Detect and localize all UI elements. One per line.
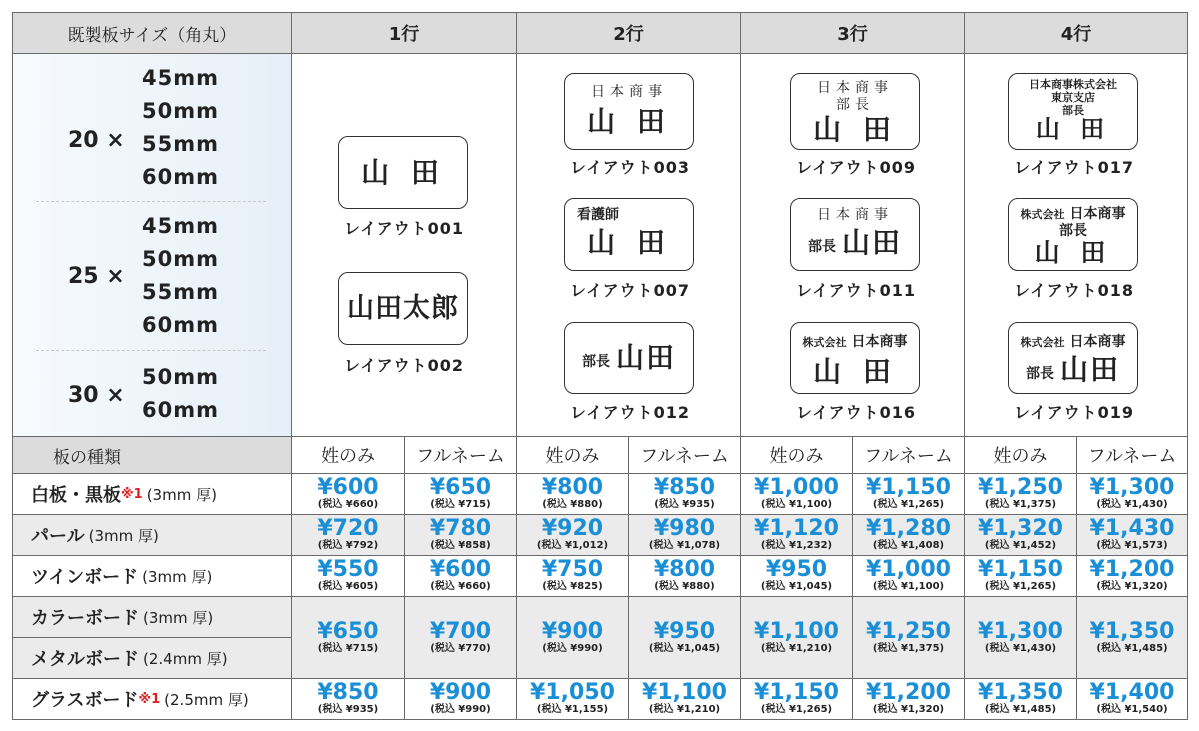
price-value: ¥1,200 <box>1089 557 1175 582</box>
board-kind-header: 板の種類 <box>12 436 292 474</box>
board-thickness: (2.4mm 厚) <box>143 649 228 668</box>
price-cell <box>516 473 629 515</box>
price-tax-included: (税込 ¥1,265) <box>872 499 945 510</box>
price-cell <box>740 514 853 556</box>
price-tax-included: (税込 ¥1,210) <box>760 642 833 654</box>
price-tax-included: (税込 ¥715) <box>430 499 491 510</box>
price-value: ¥1,200 <box>866 680 951 705</box>
board-row-label <box>12 637 292 679</box>
price-cell <box>740 555 853 597</box>
price-tax-included: (税込 ¥1,265) <box>984 581 1057 592</box>
size-divider <box>36 201 266 202</box>
price-tax-included: (税込 ¥1,012) <box>536 540 609 551</box>
price-value: ¥980 <box>653 516 716 541</box>
board-name: ツインボード <box>31 567 139 588</box>
price-value: ¥1,430 <box>1089 516 1175 541</box>
sei-only-header: 姓のみ <box>291 436 405 474</box>
layout-label-002: レイアウト002 <box>343 356 465 375</box>
price-value: ¥800 <box>541 475 604 500</box>
price-tax-included: (税込 ¥1,485) <box>1096 642 1168 654</box>
price-value: ¥1,000 <box>866 557 951 582</box>
layout-label-007: レイアウト007 <box>569 281 691 300</box>
price-cell <box>291 473 405 515</box>
board-row-label <box>12 473 292 515</box>
price-value: ¥650 <box>429 475 492 500</box>
price-value: ¥1,280 <box>866 516 951 541</box>
price-cell <box>404 514 517 556</box>
plate-layout-011: 日本商事 部長 山田 <box>790 198 920 271</box>
price-cell <box>1076 678 1188 720</box>
layout-label-019: レイアウト019 <box>1013 403 1135 422</box>
price-tax-included: (税込 ¥1,045) <box>648 642 721 654</box>
price-value: ¥1,100 <box>754 618 839 644</box>
price-cell <box>740 596 853 679</box>
price-value: ¥720 <box>317 516 379 541</box>
plate-layout-012: 部長 山田 <box>564 322 694 394</box>
board-note: ※1 <box>121 486 143 502</box>
price-tax-included: (税込 ¥825) <box>542 581 603 592</box>
board-thickness: (3mm 厚) <box>88 526 159 545</box>
price-tax-included: (税込 ¥1,045) <box>760 581 833 592</box>
price-value: ¥1,150 <box>978 557 1063 582</box>
price-cell <box>404 678 517 720</box>
plate-layout-017: 日本商事株式会社 東京支店 部長 山 田 <box>1008 73 1138 150</box>
size-mult-25: 25 × <box>68 264 125 289</box>
rows-4-header: 4行 <box>964 12 1188 54</box>
price-cell <box>740 473 853 515</box>
price-tax-included: (税込 ¥1,408) <box>872 540 945 551</box>
price-tax-included: (税込 ¥1,573) <box>1096 540 1168 551</box>
price-cell <box>852 473 965 515</box>
price-value: ¥1,350 <box>978 680 1063 705</box>
price-tax-included: (税込 ¥715) <box>317 642 379 654</box>
price-tax-included: (税込 ¥1,100) <box>872 581 945 592</box>
price-tax-included: (税込 ¥990) <box>542 642 603 654</box>
board-thickness: (3mm 厚) <box>146 485 217 504</box>
size-group-30: 50mm 60mm <box>142 365 219 422</box>
price-cell <box>404 596 517 679</box>
price-cell <box>516 514 629 556</box>
layout-label-017: レイアウト017 <box>1013 158 1135 177</box>
price-cell <box>291 596 405 679</box>
price-value: ¥650 <box>317 618 379 644</box>
plate-layout-019: 株式会社 日本商事 部長 山田 <box>1008 322 1138 394</box>
price-value: ¥850 <box>653 475 716 500</box>
rows-1-column <box>291 53 517 437</box>
price-cell <box>964 678 1077 720</box>
price-cell <box>1076 596 1188 679</box>
board-name: グラスボード <box>31 690 139 711</box>
price-tax-included: (税込 ¥1,430) <box>984 642 1057 654</box>
size-group-20: 45mm 50mm 55mm 60mm <box>142 66 219 189</box>
price-cell <box>740 678 853 720</box>
price-tax-included: (税込 ¥858) <box>430 540 491 551</box>
price-value: ¥1,250 <box>866 618 951 644</box>
size-group-25: 45mm 50mm 55mm 60mm <box>142 214 219 337</box>
plate-layout-002: 山田太郎 <box>338 272 468 345</box>
price-tax-included: (税込 ¥880) <box>654 581 715 592</box>
price-value: ¥900 <box>541 618 604 644</box>
price-tax-included: (税込 ¥1,430) <box>1096 499 1168 510</box>
board-thickness: (3mm 厚) <box>143 608 214 627</box>
price-value: ¥950 <box>765 557 828 582</box>
price-cell <box>404 555 517 597</box>
full-name-header: フルネーム <box>852 436 965 474</box>
price-tax-included: (税込 ¥1,078) <box>648 540 721 551</box>
layout-label-018: レイアウト018 <box>1013 281 1135 300</box>
price-tax-included: (税込 ¥1,210) <box>648 704 721 715</box>
layout-label-009: レイアウト009 <box>795 158 917 177</box>
price-value: ¥780 <box>429 516 492 541</box>
price-value: ¥920 <box>541 516 604 541</box>
price-value: ¥1,250 <box>978 475 1063 500</box>
price-cell <box>404 473 517 515</box>
price-value: ¥700 <box>429 618 492 644</box>
price-tax-included: (税込 ¥1,265) <box>760 704 833 715</box>
full-name-header: フルネーム <box>1076 436 1188 474</box>
price-tax-included: (税込 ¥605) <box>317 581 379 592</box>
plate-layout-003: 日本商事 山 田 <box>564 73 694 150</box>
price-tax-included: (税込 ¥1,452) <box>984 540 1057 551</box>
price-cell <box>1076 555 1188 597</box>
price-cell <box>628 555 741 597</box>
price-tax-included: (税込 ¥935) <box>654 499 715 510</box>
price-tax-included: (税込 ¥792) <box>317 540 379 551</box>
price-tax-included: (税込 ¥1,320) <box>872 704 945 715</box>
price-tax-included: (税込 ¥880) <box>542 499 603 510</box>
price-cell <box>1076 473 1188 515</box>
plate-layout-007: 看護師 山 田 <box>564 198 694 271</box>
price-value: ¥1,300 <box>1089 475 1175 500</box>
price-tax-included: (税込 ¥1,375) <box>984 499 1057 510</box>
price-cell <box>852 596 965 679</box>
plate-layout-001: 山 田 <box>338 136 468 209</box>
price-value: ¥950 <box>653 618 716 644</box>
price-tax-included: (税込 ¥770) <box>430 642 491 654</box>
price-value: ¥550 <box>317 557 379 582</box>
board-thickness: (3mm 厚) <box>142 567 213 586</box>
price-cell <box>964 596 1077 679</box>
price-value: ¥600 <box>317 475 379 500</box>
price-tax-included: (税込 ¥1,100) <box>760 499 833 510</box>
price-value: ¥1,350 <box>1089 618 1175 644</box>
price-value: ¥600 <box>429 557 492 582</box>
price-tax-included: (税込 ¥1,540) <box>1096 704 1168 715</box>
rows-1-header: 1行 <box>291 12 517 54</box>
board-name: メタルボード <box>31 649 139 670</box>
price-tax-included: (税込 ¥1,155) <box>536 704 609 715</box>
price-cell <box>852 555 965 597</box>
price-cell <box>964 555 1077 597</box>
price-cell <box>964 514 1077 556</box>
layout-label-001: レイアウト001 <box>343 219 465 238</box>
price-cell <box>516 678 629 720</box>
price-value: ¥1,000 <box>754 475 839 500</box>
price-value: ¥1,100 <box>642 680 727 705</box>
board-name: パール <box>31 526 85 547</box>
rows-3-header: 3行 <box>740 12 965 54</box>
price-tax-included: (税込 ¥1,232) <box>760 540 833 551</box>
price-cell <box>964 473 1077 515</box>
price-value: ¥1,400 <box>1089 680 1175 705</box>
full-name-header: フルネーム <box>404 436 517 474</box>
sei-only-header: 姓のみ <box>516 436 629 474</box>
price-value: ¥900 <box>429 680 492 705</box>
board-row-label <box>12 596 292 638</box>
size-divider <box>36 350 266 351</box>
sei-only-header: 姓のみ <box>740 436 853 474</box>
price-tax-included: (税込 ¥1,485) <box>984 704 1057 715</box>
price-cell <box>852 678 965 720</box>
board-row-label <box>12 514 292 556</box>
layout-label-016: レイアウト016 <box>795 403 917 422</box>
layout-label-012: レイアウト012 <box>569 403 691 422</box>
size-header: 既製板サイズ（角丸） <box>12 12 292 54</box>
price-cell <box>516 555 629 597</box>
price-tax-included: (税込 ¥660) <box>317 499 379 510</box>
price-value: ¥1,150 <box>866 475 951 500</box>
layout-label-011: レイアウト011 <box>795 281 917 300</box>
price-value: ¥1,300 <box>978 618 1063 644</box>
board-name: カラーボード <box>31 608 139 629</box>
board-thickness: (2.5mm 厚) <box>164 690 249 709</box>
board-name: 白板・黒板 <box>31 485 121 506</box>
rows-2-header: 2行 <box>516 12 741 54</box>
sei-only-header: 姓のみ <box>964 436 1077 474</box>
price-value: ¥750 <box>541 557 604 582</box>
price-cell <box>628 596 741 679</box>
price-value: ¥850 <box>317 680 379 705</box>
price-value: ¥1,320 <box>978 516 1063 541</box>
price-cell <box>291 514 405 556</box>
price-tax-included: (税込 ¥935) <box>317 704 379 715</box>
size-mult-30: 30 × <box>68 383 125 408</box>
price-cell <box>516 596 629 679</box>
price-cell <box>1076 514 1188 556</box>
size-mult-20: 20 × <box>68 128 125 153</box>
plate-layout-018: 株式会社 日本商事 部長 山 田 <box>1008 198 1138 271</box>
full-name-header: フルネーム <box>628 436 741 474</box>
plate-layout-016: 株式会社 日本商事 山 田 <box>790 322 920 394</box>
price-tax-included: (税込 ¥660) <box>430 581 491 592</box>
price-cell <box>628 514 741 556</box>
board-row-label <box>12 555 292 597</box>
layout-label-003: レイアウト003 <box>569 158 691 177</box>
price-cell <box>628 678 741 720</box>
board-note: ※1 <box>138 691 161 707</box>
price-cell <box>291 678 405 720</box>
price-cell <box>291 555 405 597</box>
price-tax-included: (税込 ¥1,375) <box>872 642 945 654</box>
price-value: ¥1,150 <box>754 680 839 705</box>
price-value: ¥800 <box>653 557 716 582</box>
price-tax-included: (税込 ¥990) <box>430 704 491 715</box>
plate-layout-009: 日本商事 部長 山 田 <box>790 73 920 150</box>
price-value: ¥1,120 <box>754 516 839 541</box>
price-value: ¥1,050 <box>530 680 615 705</box>
price-cell <box>628 473 741 515</box>
price-tax-included: (税込 ¥1,320) <box>1096 581 1168 592</box>
board-row-label <box>12 678 292 720</box>
price-cell <box>852 514 965 556</box>
